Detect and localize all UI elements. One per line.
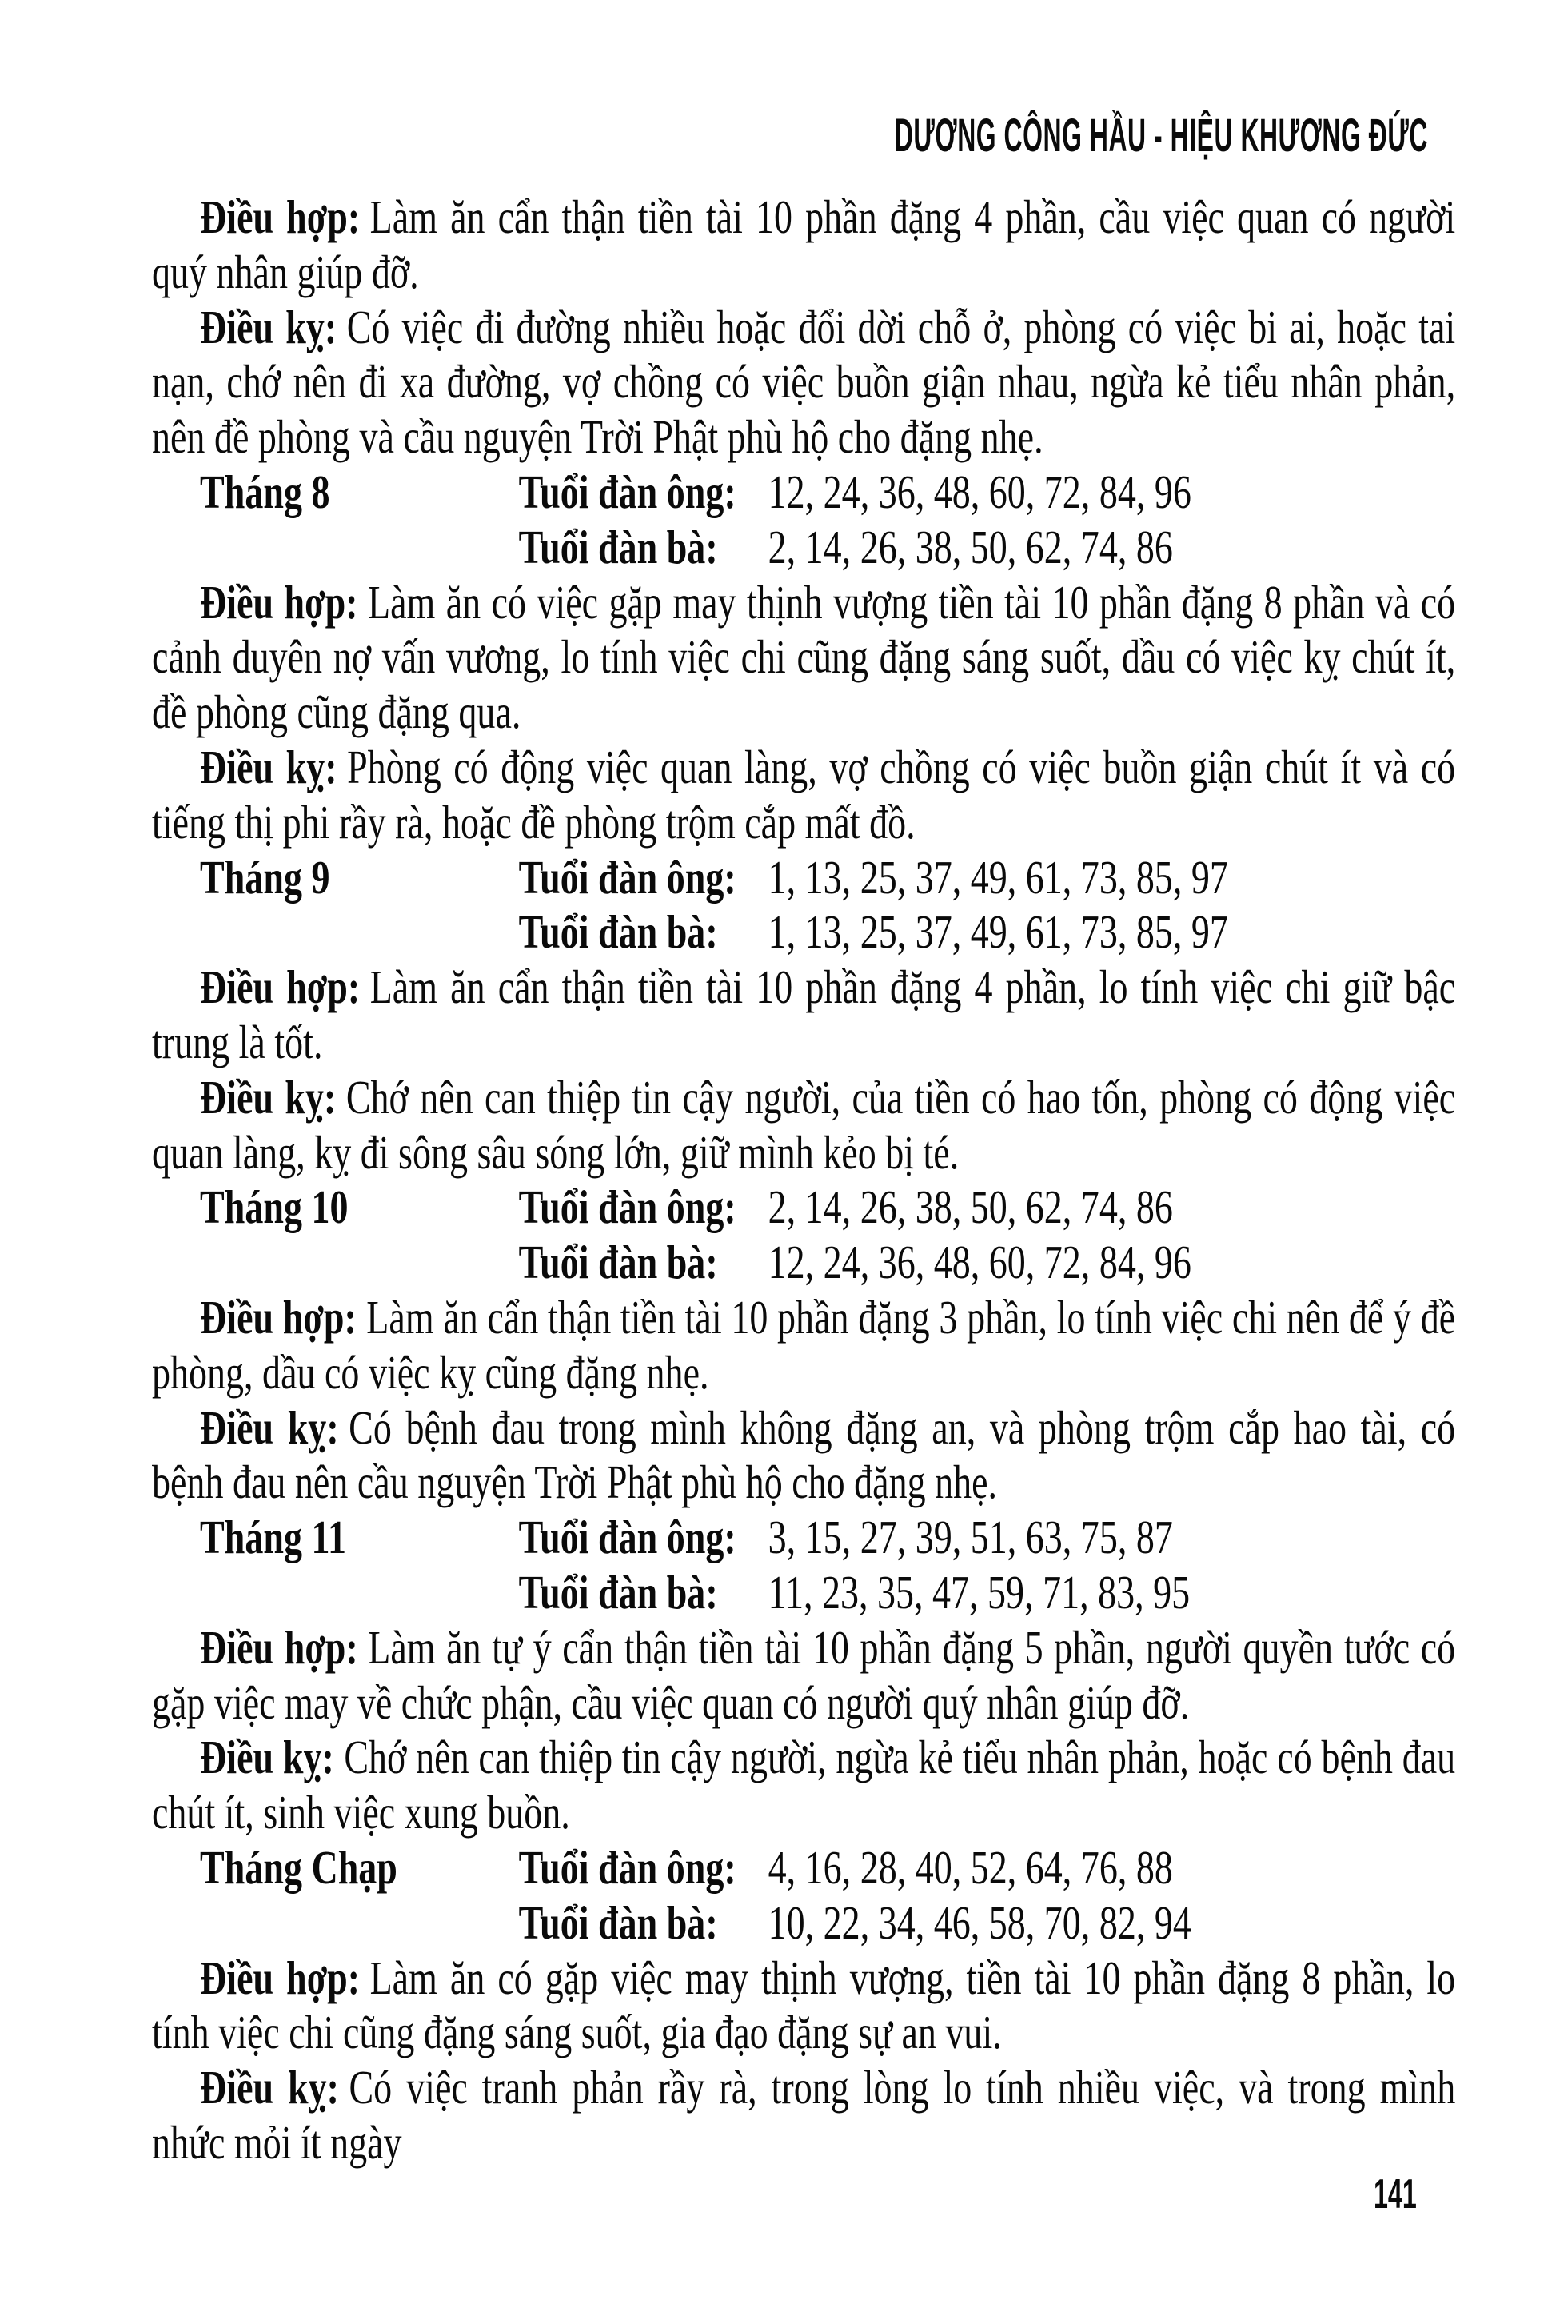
dieu-hop-label: Điều hợp: (200, 1951, 361, 2004)
dieu-ky-label: Điều kỵ: (200, 1731, 334, 1784)
month-row (152, 465, 1455, 520)
ages-women: 11, 23, 35, 47, 59, 71, 83, 95 (768, 1565, 1191, 1619)
dieu-hop-text: Làm ăn cẩn thận tiền tài 10 phần đặng 4 phần, lo tính việc chi giữ bậc trung là tốt. (152, 960, 1456, 1068)
ages-women: 10, 22, 34, 46, 58, 70, 82, 94 (768, 1895, 1191, 1949)
ages-label-men: Tuổi đàn ông: (518, 1511, 736, 1564)
running-header: DƯƠNG CÔNG HẦU - HIỆU KHƯƠNG ĐỨC (894, 110, 1428, 162)
dieu-hop-text: Làm ăn tự ý cẩn thận tiền tài 10 phần đặng 5 phần, người quyền tước có gặp việc may về chức phận, cầu việc quan có người quý nhân giúp đỡ. (152, 1620, 1456, 1729)
dieu-ky-label: Điều kỵ: (200, 740, 337, 793)
dieu-ky-paragraph (152, 1730, 1455, 1840)
ages-women: 1, 13, 25, 37, 49, 61, 73, 85, 97 (768, 905, 1228, 959)
dieu-hop-label: Điều hợp: (200, 1620, 358, 1674)
ages-women: 2, 14, 26, 38, 50, 62, 74, 86 (768, 520, 1173, 573)
ages-label-men: Tuổi đàn ông: (518, 850, 736, 904)
month-row (152, 1840, 1455, 1895)
month-name: Tháng Chạp (200, 1840, 397, 1894)
dieu-hop-label: Điều hợp: (200, 190, 361, 243)
dieu-ky-paragraph (152, 1400, 1455, 1511)
dieu-ky-label: Điều kỵ: (200, 1070, 337, 1124)
dieu-ky-text: Chớ nên can thiệp tin cậy người, của tiền có hao tốn, phòng có động việc quan làng, kỵ đi sông sâu sóng lớn, giữ mình kẻo bị té. (152, 1070, 1456, 1179)
dieu-ky-text: Có bệnh đau trong mình không đặng an, và phòng trộm cắp hao tài, có bệnh đau nên cầu nguyện Trời Phật phù hộ cho đặng nhẹ. (152, 1400, 1456, 1509)
dieu-ky-paragraph (152, 1070, 1455, 1180)
dieu-ky-text: Phòng có động việc quan làng, vợ chồng có việc buồn giận chút ít và có tiếng thị phi rầy rà, hoặc đề phòng trộm cắp mất đồ. (152, 740, 1456, 849)
ages-men: 1, 13, 25, 37, 49, 61, 73, 85, 97 (768, 850, 1228, 904)
dieu-hop-text: Làm ăn có việc gặp may thịnh vượng tiền tài 10 phần đặng 8 phần và có cảnh duyên nợ vấn vương, lo tính việc chi cũng đặng sáng suốt, dầu có việc kỵ chút ít, đề phòng cũng đặng qua. (152, 575, 1456, 739)
ages-label-women: Tuổi đàn bà: (518, 905, 718, 959)
month-row (152, 1235, 1455, 1290)
ages-label-women: Tuổi đàn bà: (518, 1565, 718, 1619)
dieu-hop-label: Điều hợp: (200, 575, 358, 629)
month-name: Tháng 11 (200, 1511, 346, 1564)
page-number: 141 (1374, 2171, 1417, 2218)
dieu-ky-paragraph (152, 2060, 1455, 2170)
dieu-hop-paragraph (152, 960, 1455, 1070)
dieu-hop-label: Điều hợp: (200, 1290, 357, 1344)
dieu-ky-label: Điều kỵ: (200, 300, 337, 353)
dieu-ky-label: Điều kỵ: (200, 1400, 339, 1454)
dieu-ky-paragraph (152, 300, 1455, 465)
dieu-ky-text: Có việc đi đường nhiều hoặc đổi dời chỗ ở, phòng có việc bi ai, hoặc tai nạn, chớ nên đi xa đường, vợ chồng có việc buồn giận nhau, ngừa kẻ tiểu nhân phản, nên đề phòng và cầu nguyện Trời Phật phù hộ cho đặng nhẹ. (152, 300, 1456, 464)
page-body (152, 190, 1455, 2170)
month-row (152, 1895, 1455, 1951)
dieu-hop-paragraph (152, 575, 1455, 740)
dieu-hop-text: Làm ăn có gặp việc may thịnh vượng, tiền tài 10 phần đặng 8 phần, lo tính việc chi cũng đặng sáng suốt, gia đạo đặng sự an vui. (152, 1951, 1456, 2059)
ages-label-men: Tuổi đàn ông: (518, 1840, 736, 1894)
dieu-ky-text: Có việc tranh phản rầy rà, trong lòng lo tính nhiều việc, và trong mình nhức mỏi ít ngày (152, 2061, 1456, 2169)
dieu-ky-text: Chớ nên can thiệp tin cậy người, ngừa kẻ tiểu nhân phản, hoặc có bệnh đau chút ít, sinh việc xung buồn. (152, 1731, 1456, 1839)
ages-men: 2, 14, 26, 38, 50, 62, 74, 86 (768, 1180, 1173, 1234)
month-row (152, 1510, 1455, 1565)
month-row (152, 904, 1455, 960)
ages-men: 4, 16, 28, 40, 52, 64, 76, 88 (768, 1840, 1173, 1894)
month-name: Tháng 8 (200, 465, 330, 518)
dieu-hop-paragraph (152, 1951, 1455, 2061)
month-row (152, 1565, 1455, 1620)
dieu-hop-paragraph (152, 1620, 1455, 1731)
ages-label-men: Tuổi đàn ông: (518, 1180, 736, 1234)
dieu-hop-paragraph (152, 190, 1455, 300)
ages-label-women: Tuổi đàn bà: (518, 520, 718, 573)
dieu-ky-paragraph (152, 740, 1455, 850)
ages-men: 3, 15, 27, 39, 51, 63, 75, 87 (768, 1511, 1173, 1564)
month-name: Tháng 9 (200, 850, 330, 904)
dieu-hop-text: Làm ăn cẩn thận tiền tài 10 phần đặng 3 phần, lo tính việc chi nên để ý đề phòng, dầu có việc kỵ cũng đặng nhẹ. (152, 1290, 1456, 1399)
ages-men: 12, 24, 36, 48, 60, 72, 84, 96 (768, 465, 1191, 518)
dieu-ky-label: Điều kỵ: (200, 2061, 339, 2114)
dieu-hop-text: Làm ăn cẩn thận tiền tài 10 phần đặng 4 phần, cầu việc quan có người quý nhân giúp đỡ. (152, 190, 1456, 298)
dieu-hop-paragraph (152, 1290, 1455, 1400)
ages-label-women: Tuổi đàn bà: (518, 1895, 718, 1949)
month-row (152, 1180, 1455, 1235)
month-row (152, 520, 1455, 575)
ages-label-men: Tuổi đàn ông: (518, 465, 736, 518)
ages-women: 12, 24, 36, 48, 60, 72, 84, 96 (768, 1236, 1191, 1289)
dieu-hop-label: Điều hợp: (200, 960, 361, 1014)
ages-label-women: Tuổi đàn bà: (518, 1236, 718, 1289)
month-row (152, 850, 1455, 905)
month-name: Tháng 10 (200, 1180, 349, 1234)
